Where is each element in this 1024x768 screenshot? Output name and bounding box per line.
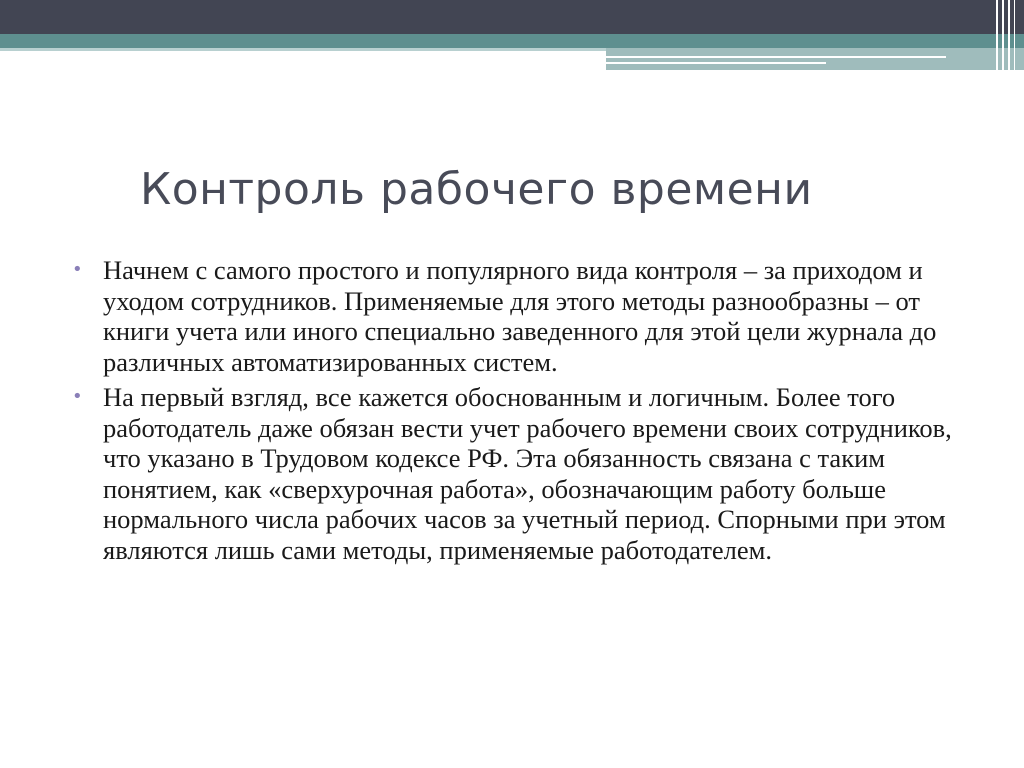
header-vertical-stripes [992, 0, 1024, 70]
header-step-line [606, 56, 946, 58]
bullet-text: Начнем с самого простого и популярного вида контроля – за приходом и уходом сотрудников. Применяемые для этого методы разнообразны – от книги учета или иного специально заведенного для этой цели журнала до различных автоматизированных систем. [103, 255, 937, 377]
slide-title: Контроль рабочего времени [140, 164, 813, 215]
header-step-line [606, 62, 826, 64]
header-band-dark [0, 0, 1024, 34]
bullet-text: На первый взгляд, все кажется обоснованным и логичным. Более того работодатель даже обязан вести учет рабочего времени своих сотрудников, что указано в Трудовом кодексе РФ. Эта обязанность связана с таким понятием, как «сверхурочная работа», обозначающим работу больше нормального числа рабочих часов за учетный период. Спорными при этом являются лишь сами методы, применяемые работодателем. [103, 382, 952, 565]
header-step-block [606, 48, 1024, 70]
bullet-dot-icon: • [72, 386, 83, 407]
header-band-teal [0, 34, 1024, 48]
bullet-list [72, 255, 972, 570]
header-band-accent [0, 48, 606, 51]
bullet-dot-icon: • [72, 259, 83, 280]
bullet-item [72, 382, 972, 565]
bullet-item [72, 255, 972, 377]
